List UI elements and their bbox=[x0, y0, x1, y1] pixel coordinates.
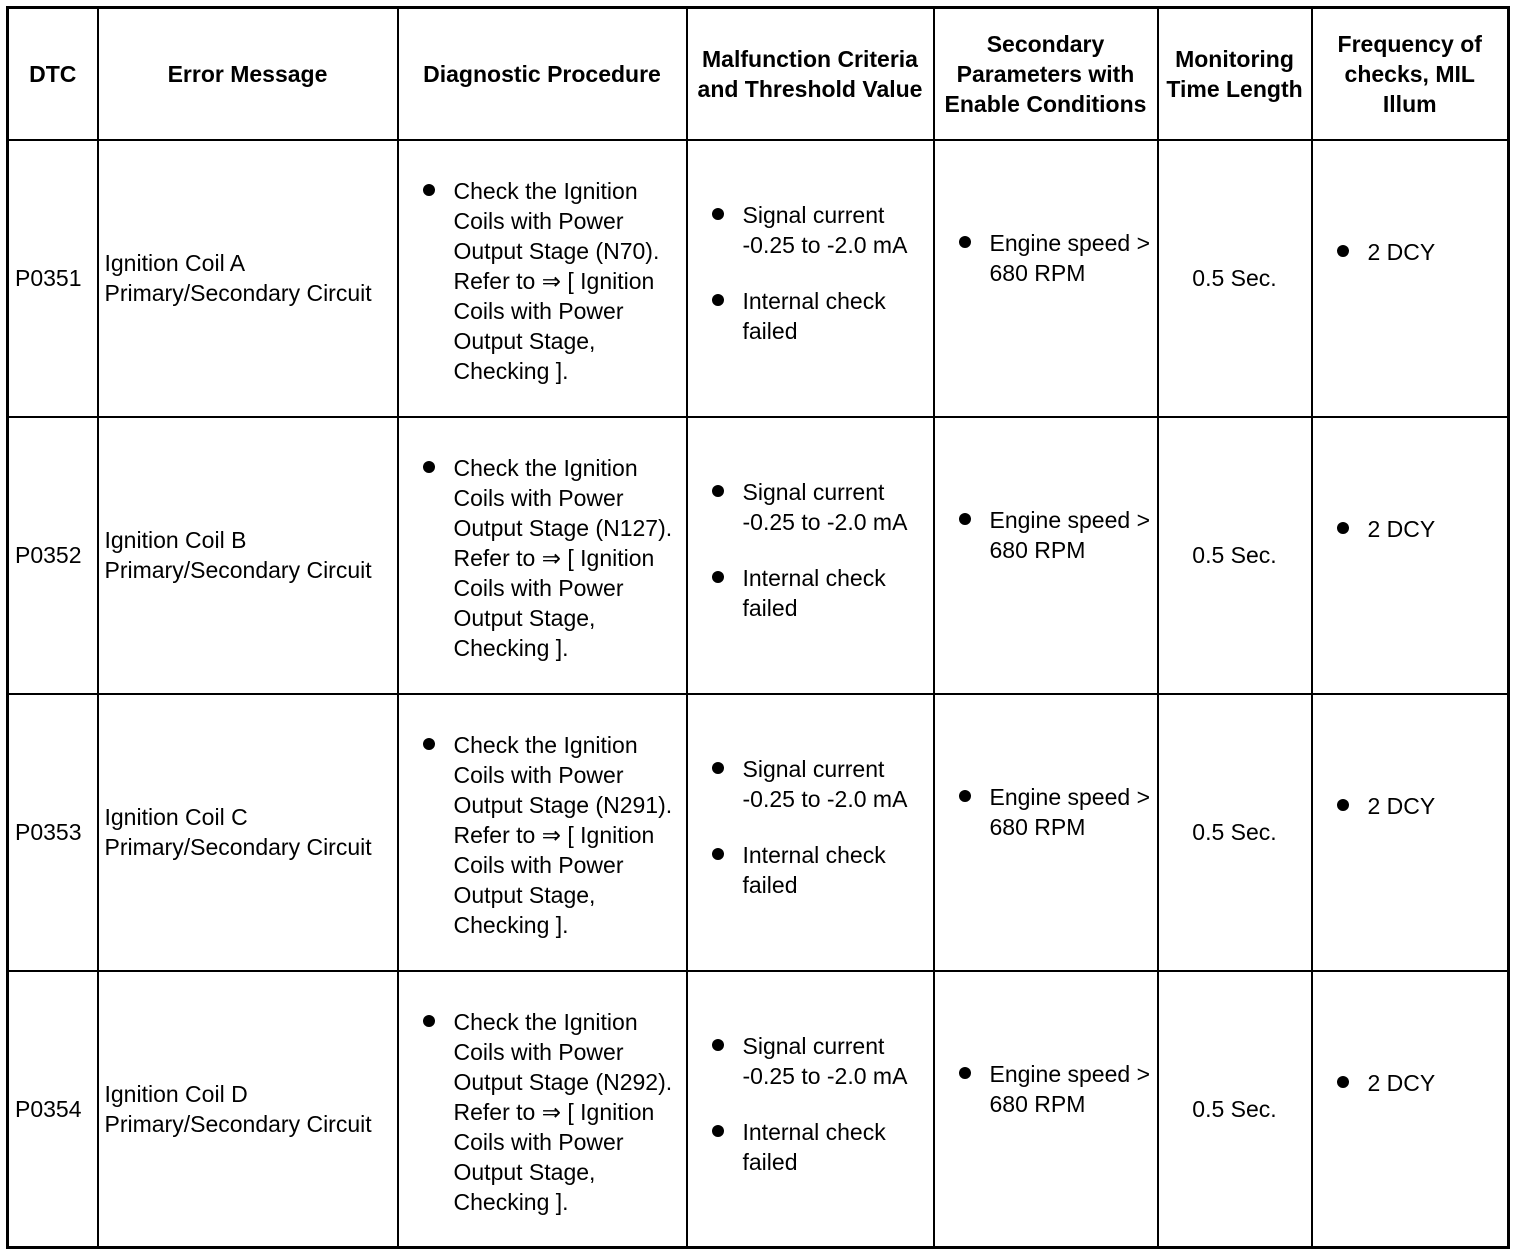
secondary-parameters-cell bbox=[934, 417, 1158, 694]
malfunction-item: Signal current -0.25 to -2.0 mA bbox=[688, 754, 933, 814]
frequency-cell bbox=[1312, 140, 1509, 417]
error-message: Ignition Coil C Primary/Secondary Circuit bbox=[98, 694, 398, 971]
header-dtc: DTC bbox=[8, 8, 98, 140]
procedure-text: Check the Ignition Coils with Power Output Stage (N127). Refer to ⇒ [ Ignition Coils with Power Output Stage, Checking ]. bbox=[399, 453, 686, 663]
malfunction-item: Signal current -0.25 to -2.0 mA bbox=[688, 200, 933, 260]
frequency-item: 2 DCY bbox=[1313, 514, 1508, 544]
dtc-code: P0352 bbox=[8, 417, 98, 694]
table-row bbox=[8, 140, 1509, 417]
diagnostic-procedure-cell bbox=[398, 140, 687, 417]
procedure-text: Check the Ignition Coils with Power Output Stage (N291). Refer to ⇒ [ Ignition Coils with Power Output Stage, Checking ]. bbox=[399, 730, 686, 940]
secondary-item: Engine speed > 680 RPM bbox=[935, 1059, 1157, 1119]
malfunction-criteria-cell bbox=[687, 140, 934, 417]
dtc-code: P0354 bbox=[8, 971, 98, 1248]
error-message: Ignition Coil D Primary/Secondary Circuit bbox=[98, 971, 398, 1248]
frequency-item: 2 DCY bbox=[1313, 1068, 1508, 1098]
malfunction-item: Internal check failed bbox=[688, 286, 933, 346]
table-row bbox=[8, 417, 1509, 694]
header-frequency: Frequency of checks, MIL Illum bbox=[1312, 8, 1509, 140]
malfunction-criteria-cell bbox=[687, 971, 934, 1248]
secondary-parameters-cell bbox=[934, 694, 1158, 971]
diagnostic-procedure-cell bbox=[398, 971, 687, 1248]
procedure-text: Check the Ignition Coils with Power Output Stage (N70). Refer to ⇒ [ Ignition Coils with Power Output Stage, Checking ]. bbox=[399, 176, 686, 386]
monitoring-time: 0.5 Sec. bbox=[1158, 971, 1312, 1248]
malfunction-item: Internal check failed bbox=[688, 840, 933, 900]
procedure-text: Check the Ignition Coils with Power Output Stage (N292). Refer to ⇒ [ Ignition Coils with Power Output Stage, Checking ]. bbox=[399, 1007, 686, 1217]
error-message: Ignition Coil B Primary/Secondary Circuit bbox=[98, 417, 398, 694]
secondary-item: Engine speed > 680 RPM bbox=[935, 505, 1157, 565]
dtc-table bbox=[6, 6, 1510, 1249]
frequency-cell bbox=[1312, 417, 1509, 694]
header-diagnostic-procedure: Diagnostic Procedure bbox=[398, 8, 687, 140]
table-row bbox=[8, 694, 1509, 971]
table-body bbox=[8, 140, 1509, 1248]
secondary-item: Engine speed > 680 RPM bbox=[935, 228, 1157, 288]
frequency-item: 2 DCY bbox=[1313, 791, 1508, 821]
malfunction-item: Internal check failed bbox=[688, 1117, 933, 1177]
monitoring-time: 0.5 Sec. bbox=[1158, 140, 1312, 417]
malfunction-item: Signal current -0.25 to -2.0 mA bbox=[688, 477, 933, 537]
malfunction-criteria-cell bbox=[687, 694, 934, 971]
malfunction-criteria-cell bbox=[687, 417, 934, 694]
dtc-code: P0353 bbox=[8, 694, 98, 971]
header-error-message: Error Message bbox=[98, 8, 398, 140]
frequency-cell bbox=[1312, 971, 1509, 1248]
diagnostic-procedure-cell bbox=[398, 694, 687, 971]
frequency-cell bbox=[1312, 694, 1509, 971]
monitoring-time: 0.5 Sec. bbox=[1158, 694, 1312, 971]
secondary-parameters-cell bbox=[934, 971, 1158, 1248]
malfunction-item: Internal check failed bbox=[688, 563, 933, 623]
table-header bbox=[8, 8, 1509, 140]
header-malfunction-criteria: Malfunction Criteria and Threshold Value bbox=[687, 8, 934, 140]
error-message: Ignition Coil A Primary/Secondary Circuit bbox=[98, 140, 398, 417]
frequency-item: 2 DCY bbox=[1313, 237, 1508, 267]
header-monitoring-time: Monitoring Time Length bbox=[1158, 8, 1312, 140]
monitoring-time: 0.5 Sec. bbox=[1158, 417, 1312, 694]
diagnostic-procedure-cell bbox=[398, 417, 687, 694]
table-row bbox=[8, 971, 1509, 1248]
malfunction-item: Signal current -0.25 to -2.0 mA bbox=[688, 1031, 933, 1091]
header-row bbox=[8, 8, 1509, 140]
secondary-item: Engine speed > 680 RPM bbox=[935, 782, 1157, 842]
header-secondary-parameters: Secondary Parameters with Enable Conditions bbox=[934, 8, 1158, 140]
secondary-parameters-cell bbox=[934, 140, 1158, 417]
dtc-code: P0351 bbox=[8, 140, 98, 417]
